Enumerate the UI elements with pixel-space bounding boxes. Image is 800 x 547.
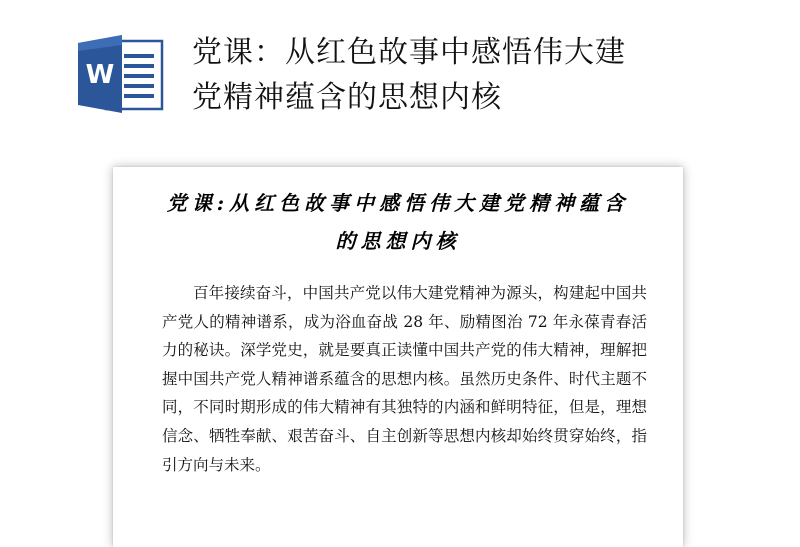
- page-title-line2: 党精神蕴含的思想内核: [192, 80, 502, 115]
- document-paragraph: 百年接续奋斗，中国共产党以伟大建党精神为源头，构建起中国共产党人的精神谱系，成为浴血奋战 28 年、励精图治 72 年永葆青春活力的秘诀。深学党史，就是要真正读懂中国共产党的伟大精神，理解把握中国共产党人精神谱系蕴含的思想内核。虽然历史条件、时代主题不同，不同时期形成的伟大精神有其独特的内涵和鲜明特征，但是，理想信念、牺牲奉献、艰苦奋斗、自主创新等思想内核却始终贯穿始终，指引方向与未来。: [162, 284, 647, 474]
- document-title-line1: 党课:从红色故事中感悟伟大建党精神蕴含: [166, 191, 630, 215]
- page-title-line1: 党课：从红色故事中感悟伟大建: [192, 35, 626, 70]
- header: [0, 0, 800, 150]
- document-title-line2: 的思想内核: [335, 229, 461, 253]
- document-preview: [113, 167, 683, 547]
- word-icon-letter: W: [85, 60, 115, 90]
- document-title: [113, 184, 683, 260]
- page-title: [192, 30, 772, 120]
- word-document-icon: [76, 33, 166, 115]
